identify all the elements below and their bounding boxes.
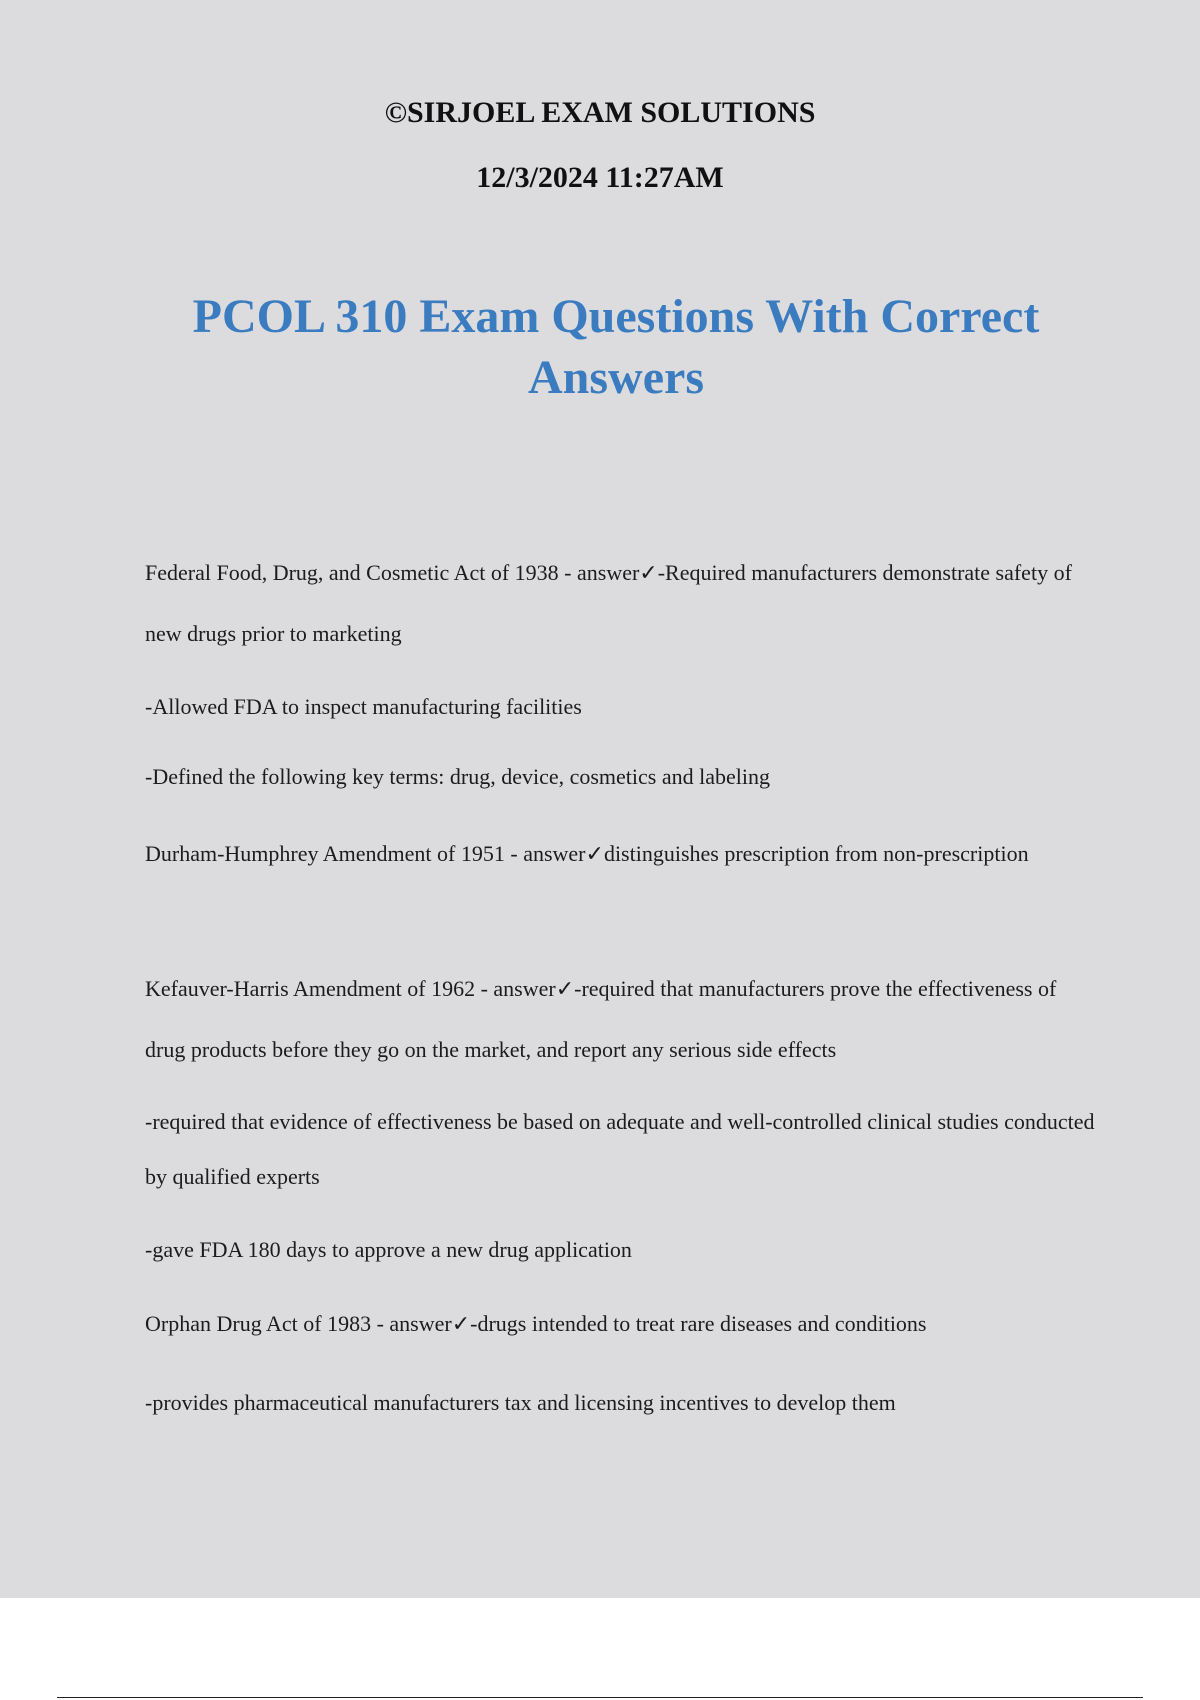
footer-divider xyxy=(57,1697,1143,1698)
timestamp-header: 12/3/2024 11:27AM xyxy=(476,161,724,194)
entry-kefauver-180-days: -gave FDA 180 days to approve a new drug application xyxy=(145,1237,632,1262)
entry-fdca-1938: Federal Food, Drug, and Cosmetic Act of 1938 - answer✓-Required manufacturers demonstrate safety of new drugs prior to marketing xyxy=(145,560,1072,646)
entry-fdca-terms: -Defined the following key terms: drug, device, cosmetics and labeling xyxy=(145,764,770,789)
entry-orphan-incentives: -provides pharmaceutical manufacturers tax and licensing incentives to develop them xyxy=(145,1390,896,1415)
page-title: PCOL 310 Exam Questions With Correct Answers xyxy=(192,290,1040,404)
entry-kefauver-evidence: -required that evidence of effectiveness be based on adequate and well-controlled clinical studies conducted by qualified experts xyxy=(145,1109,1095,1189)
brand-header: ©SIRJOEL EXAM SOLUTIONS xyxy=(384,96,816,129)
entry-durham-humphrey: Durham-Humphrey Amendment of 1951 - answer✓distinguishes prescription from non-prescription xyxy=(145,841,1029,866)
entry-fdca-inspect: -Allowed FDA to inspect manufacturing facilities xyxy=(145,694,582,719)
entry-orphan-drug-act: Orphan Drug Act of 1983 - answer✓-drugs intended to treat rare diseases and conditions xyxy=(145,1311,927,1336)
entry-kefauver-harris: Kefauver-Harris Amendment of 1962 - answer✓-required that manufacturers prove the effectiveness of drug products before they go on the market, and report any serious side effects xyxy=(145,976,1057,1062)
